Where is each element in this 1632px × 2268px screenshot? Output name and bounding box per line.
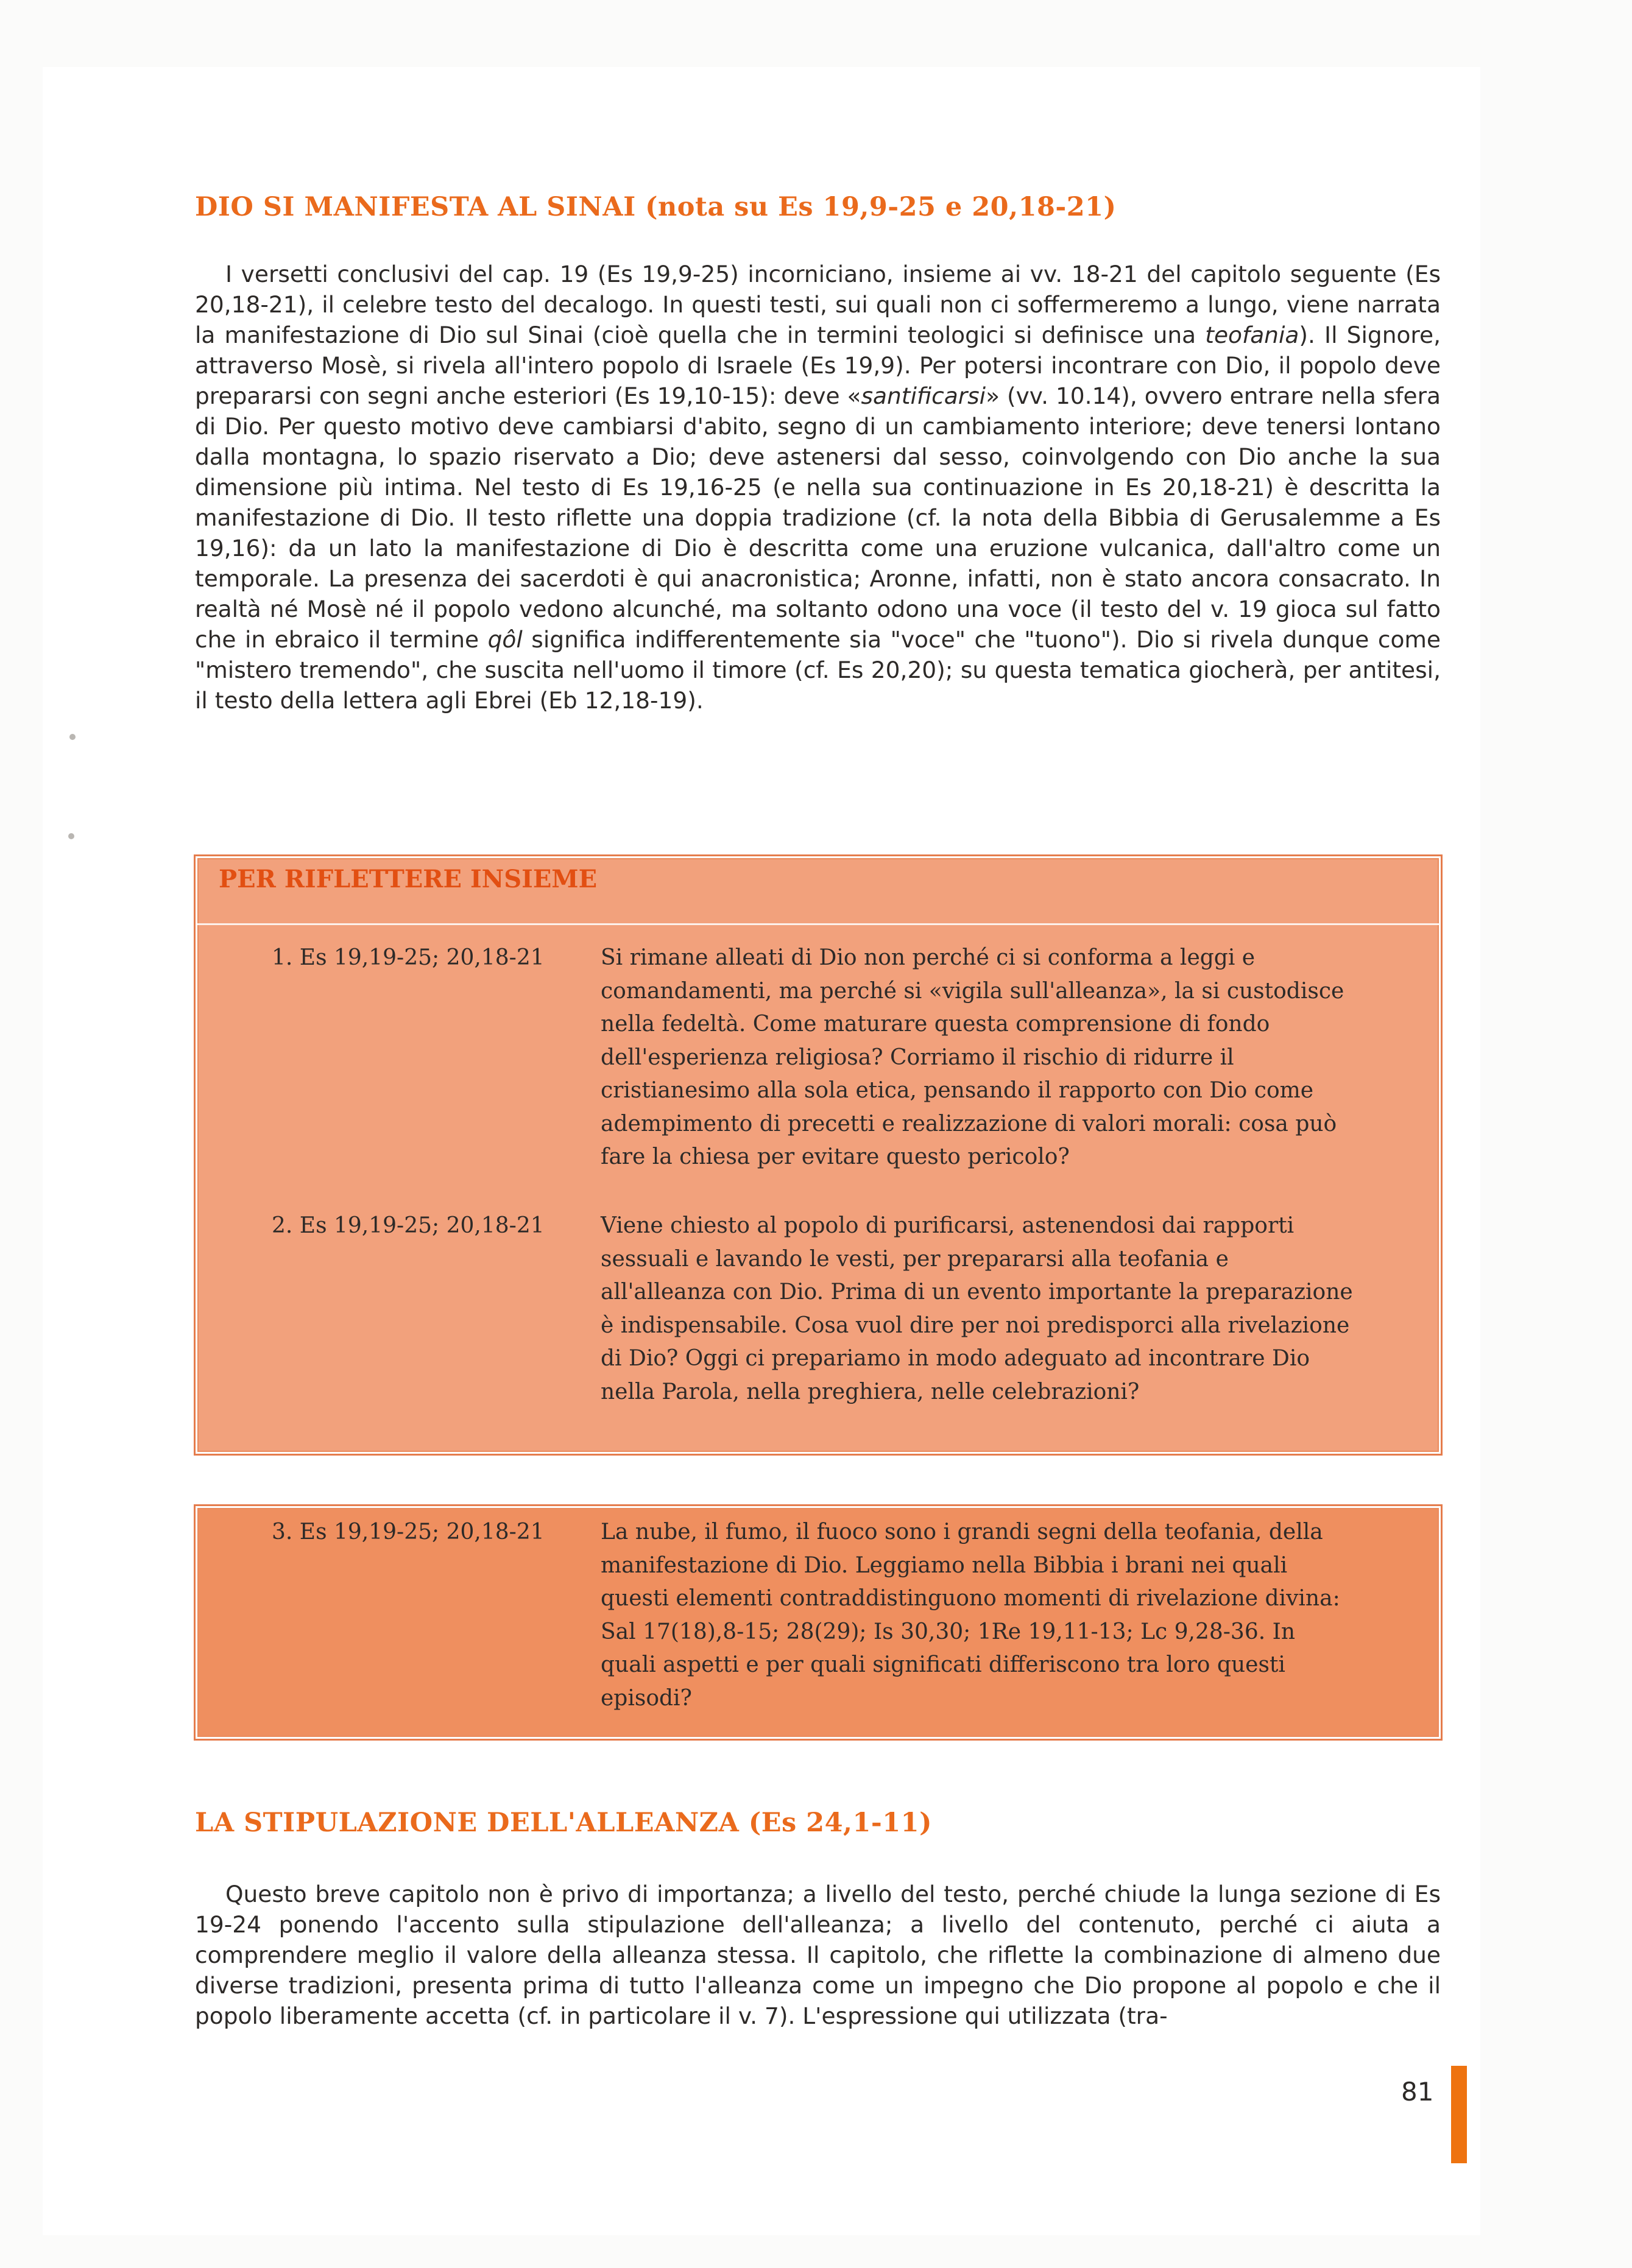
reflection-box — [194, 854, 1443, 1456]
question-reference: 1. Es 19,19-25; 20,18-21 — [272, 945, 545, 970]
question-reference: 3. Es 19,19-25; 20,18-21 — [272, 1520, 545, 1544]
box-divider — [196, 923, 1441, 925]
question-text: La nube, il fumo, il fuoco sono i grandi segni della teofania, della manifestazione di Dio. Leggiamo nella Bibbia i brani nei quali questi elementi contraddistinguono momenti di rivelazione divina: Sal 17(18),8-15; 28(29); Is 30,30; 1Re 19,11-13; Lc 9,28-36. In quali aspetti e per quali significati differiscono tra loro questi episodi? — [601, 1520, 1340, 1711]
question-text: Viene chiesto al popolo di purificarsi, astenendosi dai rapporti sessuali e lavando le vesti, per prepararsi alla teofania e all'alleanza con Dio. Prima di un evento importante la preparazione è indispensabile. Cosa vuol dire per noi predisporci alla rivelazione di Dio? Oggi ci prepariamo in modo adeguato ad incontrare Dio nella Parola, nella preghiera, nelle celebrazioni? — [601, 1213, 1353, 1404]
text-run: » (vv. 10.14), ovvero entrare nella sfera di Dio. Per questo motivo deve cambiarsi d'abito, segno di un cambiamento interiore; deve tenersi lontano dalla montagna, lo spazio riservato a Dio; deve astenersi dal sesso, coinvolgendo con Dio anche la sua dimensione più intima. Nel testo di Es 19,16-25 (e nella sua continuazione in Es 20,18-21) è descritta la manifestazione di Dio. Il testo riflette una doppia tradizione (cf. la nota della Bibbia di Gerusalemme a Es 19,16): da un lato la manifestazione di Dio è descritta come una eruzione vulcanica, dall'altro come un temporale. La presenza dei sacerdoti è qui anacronistica; Aronne, infatti, non è stato ancora consacrato. In realtà né Mosè né il popolo vedono alcunché, ma soltanto odono una voce (il testo del v. 19 gioca sul fatto che in ebraico il termine — [195, 382, 1441, 653]
reflection-box-title: PER RIFLETTERE INSIEME — [219, 865, 598, 893]
italic-term: santificarsi — [861, 382, 986, 409]
text-run: significa indifferentemente sia "voce" che "tuono"). Dio si rivela dunque come "mistero tremendo", che suscita nell'uomo il timore (cf. Es 20,20); su questa tematica giocherà, per antitesi, il testo della lettera agli Ebrei (Eb 12,18-19). — [195, 626, 1441, 714]
page-accent-bar — [1451, 2066, 1467, 2163]
binding-hole — [68, 833, 74, 839]
italic-term: teofania — [1205, 322, 1299, 348]
text-run: I versetti conclusivi del cap. 19 (Es 19,9-25) incorniciano, insieme ai vv. 18-21 del capitolo seguente (Es 20,18-21), il celebre testo del decalogo. In questi testi, sui quali non ci soffermeremo a lungo, viene narrata la manifestazione di Dio sul Sinai (cioè quella che in termini teologici si definisce una — [195, 261, 1441, 348]
text-run: ). Il Signore, attraverso Mosè, si rivela all'intero popolo di Israele (Es 19,9). Per potersi incontrare con Dio, il popolo deve prepararsi con segni anche esteriori (Es 19,10-15): deve « — [195, 322, 1441, 409]
section-title-alleanza: LA STIPULAZIONE DELL'ALLEANZA (Es 24,1-11) — [195, 1808, 932, 1838]
page-number: 81 — [1401, 2077, 1434, 2107]
binding-hole — [69, 734, 76, 740]
question-text: Si rimane alleati di Dio non perché ci si conforma a leggi e comandamenti, ma perché si «vigila sull'alleanza», la si custodisce nella fedeltà. Come maturare questa comprensione di fondo dell'esperienza religiosa? Corriamo il rischio di ridurre il cristianesimo alla sola etica, pensando il rapporto con Dio come adempimento di precetti e realizzazione di valori morali: cosa può fare la chiesa per evitare questo pericolo? — [601, 945, 1344, 1169]
reflection-box-continued — [194, 1504, 1443, 1741]
question-reference: 2. Es 19,19-25; 20,18-21 — [272, 1213, 545, 1238]
section-paragraph-sinai — [195, 259, 1441, 716]
section-title-sinai: DIO SI MANIFESTA AL SINAI (nota su Es 19,9-25 e 20,18-21) — [195, 192, 1117, 222]
italic-term: qôl — [487, 626, 523, 653]
section-paragraph-alleanza: Questo breve capitolo non è privo di importanza; a livello del testo, perché chiude la lunga sezione di Es 19-24 ponendo l'accento sulla stipulazione dell'alleanza; a livello del contenuto, perché ci aiuta a comprendere meglio il valore della alleanza stessa. Il capitolo, che riflette la combinazione di almeno due diverse tradizioni, presenta prima di tutto l'alleanza come un impegno che Dio propone al popolo e che il popolo liberamente accetta (cf. in particolare il v. 7). L'espressione qui utilizzata (tra- — [195, 1881, 1441, 2029]
